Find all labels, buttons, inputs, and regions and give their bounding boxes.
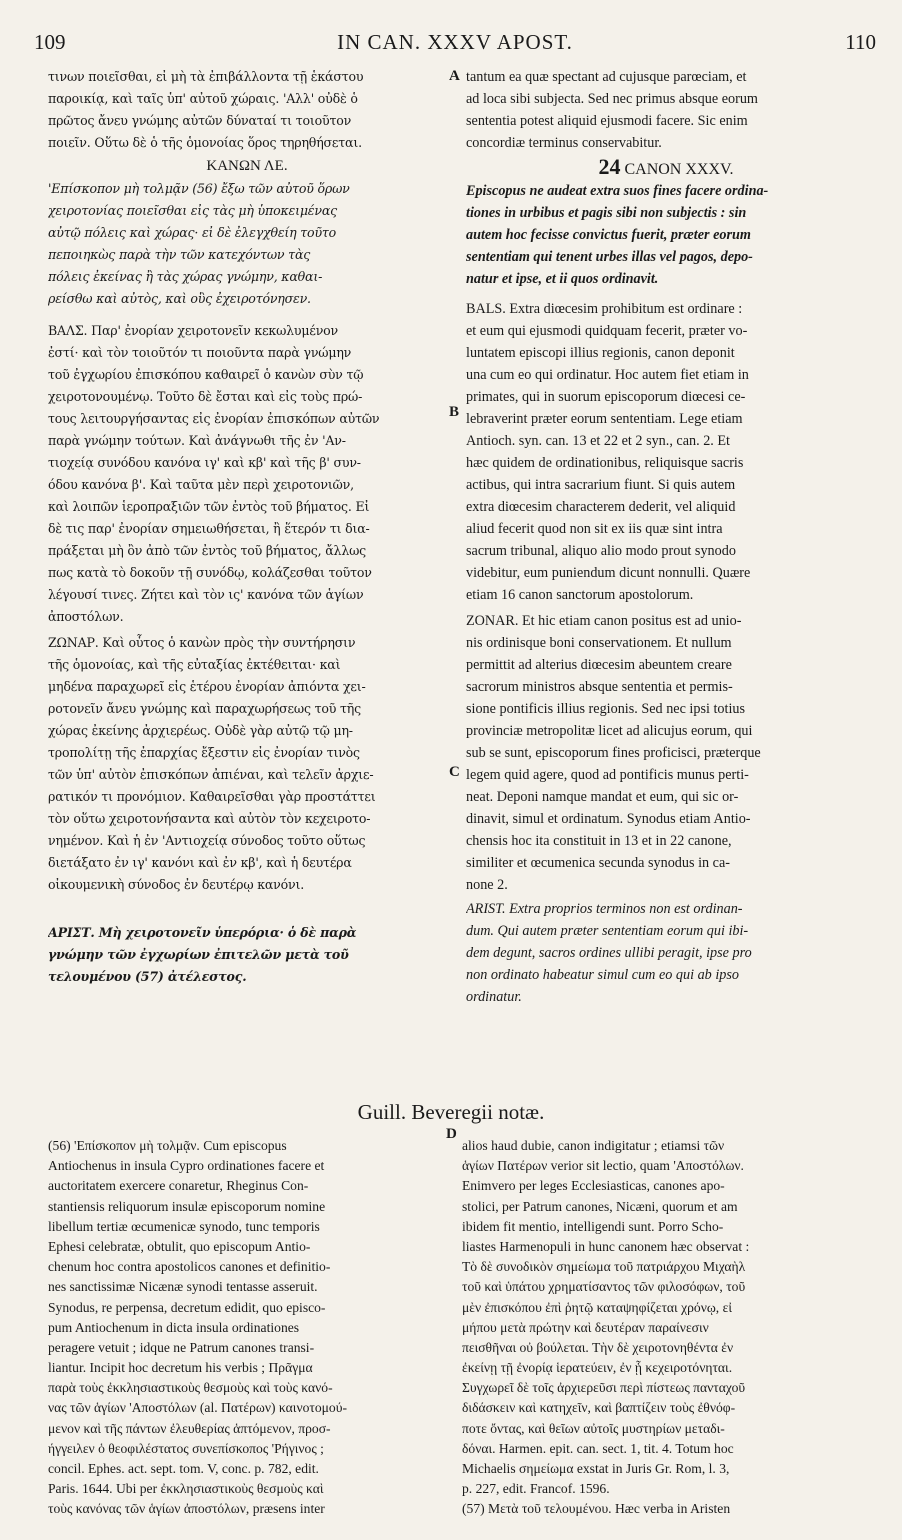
margin-letter-b: B: [449, 404, 460, 420]
latin-column: [466, 66, 866, 1008]
text-line: videbitur, eum puniendum dicunt nonnulli. Quære: [466, 565, 751, 581]
text-line: lebraverint præter eorum sententiam. Lege etiam: [466, 411, 743, 427]
text-line: μήπου μετὰ πρώτην καὶ δευτέραν παραίνεσιν: [462, 1319, 709, 1335]
text-line: τὸν οὕτω χειροτονήσαντα καὶ αὐτὸν τὸν κεχειροτο-: [48, 811, 371, 826]
text-line: ποιεῖν. Οὕτω δὲ ὁ τῆς ὁμονοίας ὅρος τηρηθήσεται.: [48, 135, 362, 150]
text-line: una cum eo qui ordinatur. Hoc autem fiet etiam in: [466, 367, 749, 383]
text-line: autem hoc fecisse convictus fuerit, præter eorum: [466, 227, 751, 243]
text-line: ΑΡΙΣΤ. Μὴ χειροτονεῖν ὑπερόρια· ὁ δὲ παρὰ: [48, 925, 357, 940]
text-line: p. 227, edit. Francof. 1596.: [462, 1481, 610, 1497]
text-line: primates, qui in suorum episcoporum diœcesi ce-: [466, 389, 746, 405]
text-line: ρατικόν τι προνόμιον. Καθαιρεῖσθαι γὰρ προστάττει: [48, 789, 376, 804]
text-line: liastes Harmenopuli in hunc canonem hæc observat :: [462, 1238, 750, 1254]
text-line: auctoritatem exercere conaretur, Rheginus Con-: [48, 1178, 309, 1194]
text-line: neat. Deponi namque mandat et eum, qui sic or-: [466, 789, 739, 805]
canon-greek-text: [48, 178, 446, 310]
zonar-latin: [466, 610, 866, 896]
text-line: μενον καὶ τῆς πάντων ἐλευθερίας ἁπτόμενον, προσ-: [48, 1420, 331, 1436]
text-line: ΖΩΝΑΡ. Καὶ οὗτος ὁ κανὼν πρὸς τὴν συντήρησιν: [48, 635, 356, 650]
right-intro: [466, 66, 866, 154]
text-line: τοῦ καὶ ὑπάτου χρηματίσαντος τῶν φιλοσόφων, τοῦ: [462, 1279, 746, 1295]
text-line: πράξεται μὴ ὂν ἀπὸ τῶν ἐντὸς τοῦ βήματος, ἄλλως: [48, 543, 367, 558]
text-line: ἐκείνῃ τῇ ἐνορίᾳ ἱερατεύειν, ἐν ᾗ κεχειροτόνηται.: [462, 1360, 733, 1376]
text-line: τοὺς κανόνας τῶν ἁγίων ἀποστόλων, præsens inter: [48, 1501, 325, 1517]
text-line: provinciæ metropolitæ licet ad alicujus eorum, qui: [466, 723, 753, 739]
canon-latin-number: 24: [598, 154, 621, 179]
arist-greek: [48, 922, 446, 988]
text-line: concil. Ephes. act. sept. tom. V, conc. p. 782, edit.: [48, 1461, 319, 1476]
left-intro: [48, 66, 446, 154]
text-line: αὐτῷ πόλεις καὶ χώρας· εἰ δὲ ἐλεγχθείη τοῦτο: [48, 225, 337, 240]
text-line: Enimvero per leges Ecclesiasticas, canones apo-: [462, 1178, 725, 1194]
text-line: none 2.: [466, 877, 508, 893]
text-line: πεισθῆναι οὐ βούλεται. Τὴν δὲ χειροτονηθέντα ἐν: [462, 1339, 734, 1355]
text-line: πεποιηκὼς παρὰ τὴν τῶν κατεχόντων τὰς: [48, 247, 311, 262]
text-line: παρὰ τοὺς ἐκκλησιαστικοὺς θεσμοὺς καὶ τοὺς κανό-: [48, 1380, 333, 1396]
page-number-left: 109: [34, 30, 66, 54]
canon-greek-title: ΚΑΝΩΝ ΛΕ.: [206, 158, 288, 174]
margin-letter-d: D: [446, 1126, 457, 1142]
text-line: tiones in urbibus et pagis sibi non subjectis : sin: [466, 205, 747, 221]
text-line: dinavit, simul et ordinatum. Synodus etiam Antio-: [466, 811, 751, 827]
text-line: similiter et œcumenica secunda synodus in ca-: [466, 855, 730, 871]
text-line: 'Επίσκοπον μὴ τολμᾷν (56) ἔξω τῶν αὐτοῦ ὅρων: [48, 181, 350, 196]
text-line: τῆς ὁμονοίας, καὶ τῆς εὐταξίας ἐκτέθειται· καὶ: [48, 657, 341, 672]
text-line: pum Antiochenum in dicta insula ordinationes: [48, 1319, 300, 1335]
text-line: τῶν ὑπ' αὐτὸν ἐπισκόπων ἀπιέναι, καὶ τελεῖν ἀρχιε-: [48, 767, 374, 782]
text-line: ordinatur.: [466, 989, 522, 1005]
canon-latin-title: CANON XXXV.: [624, 161, 734, 178]
text-line: nes sanctissimæ Nicænæ synodi tentasse asseruit.: [48, 1279, 318, 1295]
margin-letter-a: A: [449, 68, 460, 84]
text-line: Episcopus ne audeat extra suos fines facere ordina-: [466, 183, 769, 199]
text-line: πόλεις ἐκείνας ἢ τὰς χώρας γνώμην, καθαι-: [48, 269, 323, 284]
notes-title: Guill. Beveregii notæ.: [357, 1100, 545, 1124]
text-line: ZONAR. Et hic etiam canon positus est ad unio-: [466, 613, 742, 629]
text-line: ἀποστόλων.: [48, 609, 124, 624]
text-line: tantum ea quæ spectant ad cujusque parœciam, et: [466, 69, 747, 85]
text-line: διετάξατο ἐν ιγ' κανόνι καὶ ἐν κβ', καὶ ἡ δευτέρα: [48, 855, 352, 870]
text-line: ARIST. Extra proprios terminos non est ordinan-: [466, 901, 743, 917]
text-line: δόναι. Harmen. epit. can. sect. 1, tit. 4. Totum hoc: [462, 1440, 734, 1456]
text-line: ροτονεῖν ἄνευ γνώμης καὶ παραχωρήσεως τοῦ τῆς: [48, 701, 361, 716]
arist-latin: [466, 898, 866, 1008]
text-line: Συγχωρεῖ δὲ τοῖς ἀρχιερεῦσι περὶ πίστεως πανταχοῦ: [462, 1380, 746, 1396]
text-line: etiam 16 canon sanctorum apostolorum.: [466, 587, 694, 603]
text-line: χειροτονίας ποιεῖσθαι εἰς τὰς μὴ ὑποκειμένας: [48, 203, 337, 218]
text-line: Ephesi celebratæ, obtulit, quo episcopum Antio-: [48, 1238, 311, 1254]
text-line: ρείσθω καὶ αὐτὸς, καὶ οὓς ἐχειροτόνησεν.: [48, 291, 311, 306]
text-line: παρὰ γνώμην τούτων. Καὶ ἀνάγνωθι τῆς ἐν 'Αν-: [48, 433, 346, 448]
text-line: ἁγίων Πατέρων verior sit lectio, quam 'Αποστόλων.: [462, 1158, 744, 1174]
text-line: sione pontificis illius regionis. Sed nec ipsi totius: [466, 701, 746, 717]
text-line: νας τῶν ἁγίων 'Αποστόλων (al. Πατέρων) καινοτομού-: [48, 1400, 347, 1416]
text-line: luntatem episcopi illius regionis, canon deponit: [466, 345, 735, 361]
text-line: πως κατὰ τὸ δοκοῦν τῇ συνόδῳ, κολάζεσθαι τοῦτον: [48, 565, 372, 580]
text-line: (57) Μετὰ τοῦ τελουμένου. Hæc verba in Aristen: [462, 1501, 731, 1517]
text-line: χώρας ἐκείνης ἀρχιερέως. Οὐδὲ γὰρ αὐτῷ τῷ μη-: [48, 723, 353, 738]
text-line: οἰκουμενικὴ σύνοδος ἐν δευτέρῳ κανόνι.: [48, 877, 305, 892]
text-line: sententia potest aliquid ejusmodi facere. Sic enim: [466, 113, 748, 129]
text-line: peragere vetuit ; idque ne Patrum canones transi-: [48, 1339, 315, 1355]
footnote-left: [48, 1136, 444, 1520]
text-line: ΒΑΛΣ. Παρ' ἐνορίαν χειροτονεῖν κεκωλυμένον: [48, 323, 338, 338]
text-line: ήγγειλεν ὁ θεοφιλέστατος συνεπίσκοπος 'Ρήγινος ;: [48, 1440, 324, 1456]
zonar-greek: [48, 632, 446, 896]
text-line: sub se sunt, episcoporum fines proficisci, præterque: [466, 745, 761, 761]
text-line: aliud fecerit quod non sit ex iis quæ sint intra: [466, 521, 723, 537]
greek-column: [48, 66, 446, 988]
text-line: Paris. 1644. Ubi per ἐκκλησιαστικοὺς θεσμοὺς καὶ: [48, 1481, 324, 1497]
text-line: (56) 'Επίσκοπον μὴ τολμᾷν. Cum episcopus: [48, 1138, 287, 1153]
text-line: τελουμένου (57) ἀτέλεστος.: [48, 969, 247, 984]
text-line: ποτε ὄντας, καὶ θεῖων αὐτοῖς μυστηρίων μεταδι-: [462, 1420, 725, 1436]
text-line: γνώμην τῶν ἐγχωρίων ἐπιτελῶν μετὰ τοῦ: [48, 947, 349, 962]
text-line: λέγουσί τινες. Ζήτει καὶ τὸν ις' κανόνα τῶν ἁγίων: [48, 587, 364, 602]
text-line: permittit ad alterius diœcesim abeuntem creare: [466, 657, 732, 673]
text-line: legem quid agere, quod ad pontificis munus perti-: [466, 767, 749, 783]
text-line: extra diœcesim characterem dederit, vel aliquid: [466, 499, 736, 515]
text-line: ἐστί· καὶ τὸν τοιοῦτόν τι ποιοῦντα παρὰ γνώμην: [48, 345, 352, 360]
text-line: natur et ipse, et ii quos ordinavit.: [466, 271, 659, 287]
text-line: chenum hoc contra apostolicos canones et definitio-: [48, 1259, 331, 1275]
text-line: sacrorum ministros absque sententia et permis-: [466, 679, 733, 695]
text-line: Τὸ δὲ συνοδικὸν σημείωμα τοῦ πατριάρχου Μιχαὴλ: [462, 1259, 746, 1275]
text-line: χειροτονουμένῳ. Τοῦτο δὲ ἔσται καὶ εἰς τοὺς πρώ-: [48, 389, 363, 404]
text-line: concordiæ terminus conservabitur.: [466, 135, 662, 151]
text-line: πρῶτος ἄνευ γνώμης αὐτῶν δύναταί τι τοιοῦτον: [48, 113, 352, 128]
text-line: Antiochenus in insula Cypro ordinationes facere et: [48, 1158, 325, 1174]
bals-latin: [466, 298, 866, 606]
text-line: hæc quidem de ordinationibus, reliquisque sacris: [466, 455, 744, 471]
text-line: chensis hoc ita constituit in 13 et in 22 canone,: [466, 833, 732, 849]
text-line: sententiam qui tenent urbes illas vel pagos, depo-: [466, 249, 753, 265]
text-line: δὲ τις παρ' ἐνορίαν σημειωθήσεται, ἢ ἕτερόν τι δια-: [48, 521, 370, 536]
text-line: dum. Qui autem præter sententiam eorum qui ibi-: [466, 923, 749, 939]
text-line: actibus, qui intra sacrarium fiunt. Si quis autem: [466, 477, 736, 493]
text-line: liantur. Incipit hoc decretum his verbis ; Πρᾶγμα: [48, 1360, 313, 1376]
text-line: alios haud dubie, canon indigitatur ; etiamsi τῶν: [462, 1138, 725, 1153]
text-line: τροπολίτῃ τῆς ἐπαρχίας ἔξεστιν εἰς ἐνορίαν τινὸς: [48, 745, 360, 760]
text-line: νημένον. Καὶ ἡ ἐν 'Αντιοχείᾳ σύνοδος τοῦτο οὕτως: [48, 833, 366, 848]
text-line: non ordinato habeatur simul cum eo qui ab ipso: [466, 967, 739, 983]
text-line: stolici, per Patrum canones, Nicæni, quorum et am: [462, 1198, 738, 1214]
text-line: sacrum tribunal, aliquo alio modo prout synodo: [466, 543, 736, 559]
text-line: τοῦ ἐγχωρίου ἐπισκόπου καθαιρεῖ ὁ κανὼν σὺν τῷ: [48, 367, 364, 382]
text-line: παροικίᾳ, καὶ ταῖς ὑπ' αὐτοῦ χώραις. 'Αλλ' οὐδὲ ὁ: [48, 91, 358, 106]
text-line: Synodus, re perpensa, decretum edidit, quo episco-: [48, 1299, 326, 1315]
text-line: BALS. Extra diœcesim prohibitum est ordinare :: [466, 301, 743, 317]
text-line: Antioch. syn. can. 13 et 22 et 2 syn., can. 2. Et: [466, 433, 730, 449]
text-line: nis ordinisque boni conservationem. Et nullum: [466, 635, 732, 651]
running-header: [34, 30, 876, 62]
text-line: όδου κανόνα β'. Καὶ ταῦτα μὲν περὶ χειροτονιῶν,: [48, 477, 354, 492]
canon-latin-heading: [466, 154, 866, 180]
text-line: διδάσκειν καὶ κατηχεῖν, καὶ βαπτίζειν τοὺς ἐθνόφ-: [462, 1400, 736, 1416]
text-line: τους λειτουργήσαντας εἰς ἐνορίαν ἐπισκόπων αὐτῶν: [48, 411, 380, 426]
text-line: stantiensis reliquorum insulæ episcoporum nomine: [48, 1198, 326, 1214]
bals-greek: [48, 320, 446, 628]
text-line: μηδένα παραχωρεῖ εἰς ἑτέρου ἐνορίαν ἀπιόντα χει-: [48, 679, 366, 694]
text-line: Michaelis σημείωμα exstat in Juris Gr. Rom, l. 3,: [462, 1461, 730, 1476]
text-line: libellum tertiæ œcumenicæ synodo, tunc temporis: [48, 1218, 320, 1234]
running-title: IN CAN. XXXV APOST.: [337, 30, 573, 54]
text-line: μὲν ἐπισκόπου ἐπὶ ῥητῷ καταψηφίζεται χρόνῳ, εἰ: [462, 1299, 732, 1315]
text-line: ad loca sibi subjecta. Sed nec primus absque eorum: [466, 91, 758, 107]
canon-latin-text: [466, 180, 866, 290]
footnote-right: [462, 1136, 866, 1520]
margin-letter-c: C: [449, 764, 460, 780]
text-line: et eum qui ejusmodi quidquam fecerit, præter vo-: [466, 323, 748, 339]
text-line: dem degunt, sacros ordines ullibi peragit, ipse pro: [466, 945, 752, 961]
page-number-right: 110: [845, 30, 876, 54]
text-line: καὶ λοιπῶν ἱεροπραξιῶν τῶν ἐντὸς τοῦ βήματος. Εἰ: [48, 499, 370, 514]
text-line: τινων ποιεῖσθαι, εἰ μὴ τὰ ἐπιβάλλοντα τῇ ἑκάστου: [48, 69, 364, 84]
text-line: τιοχείᾳ συνόδου κανόνα ιγ' καὶ κβ' καὶ τῆς β' συν-: [48, 455, 361, 470]
text-line: ibidem fit mentio, intelligendi sunt. Porro Scho-: [462, 1218, 724, 1234]
